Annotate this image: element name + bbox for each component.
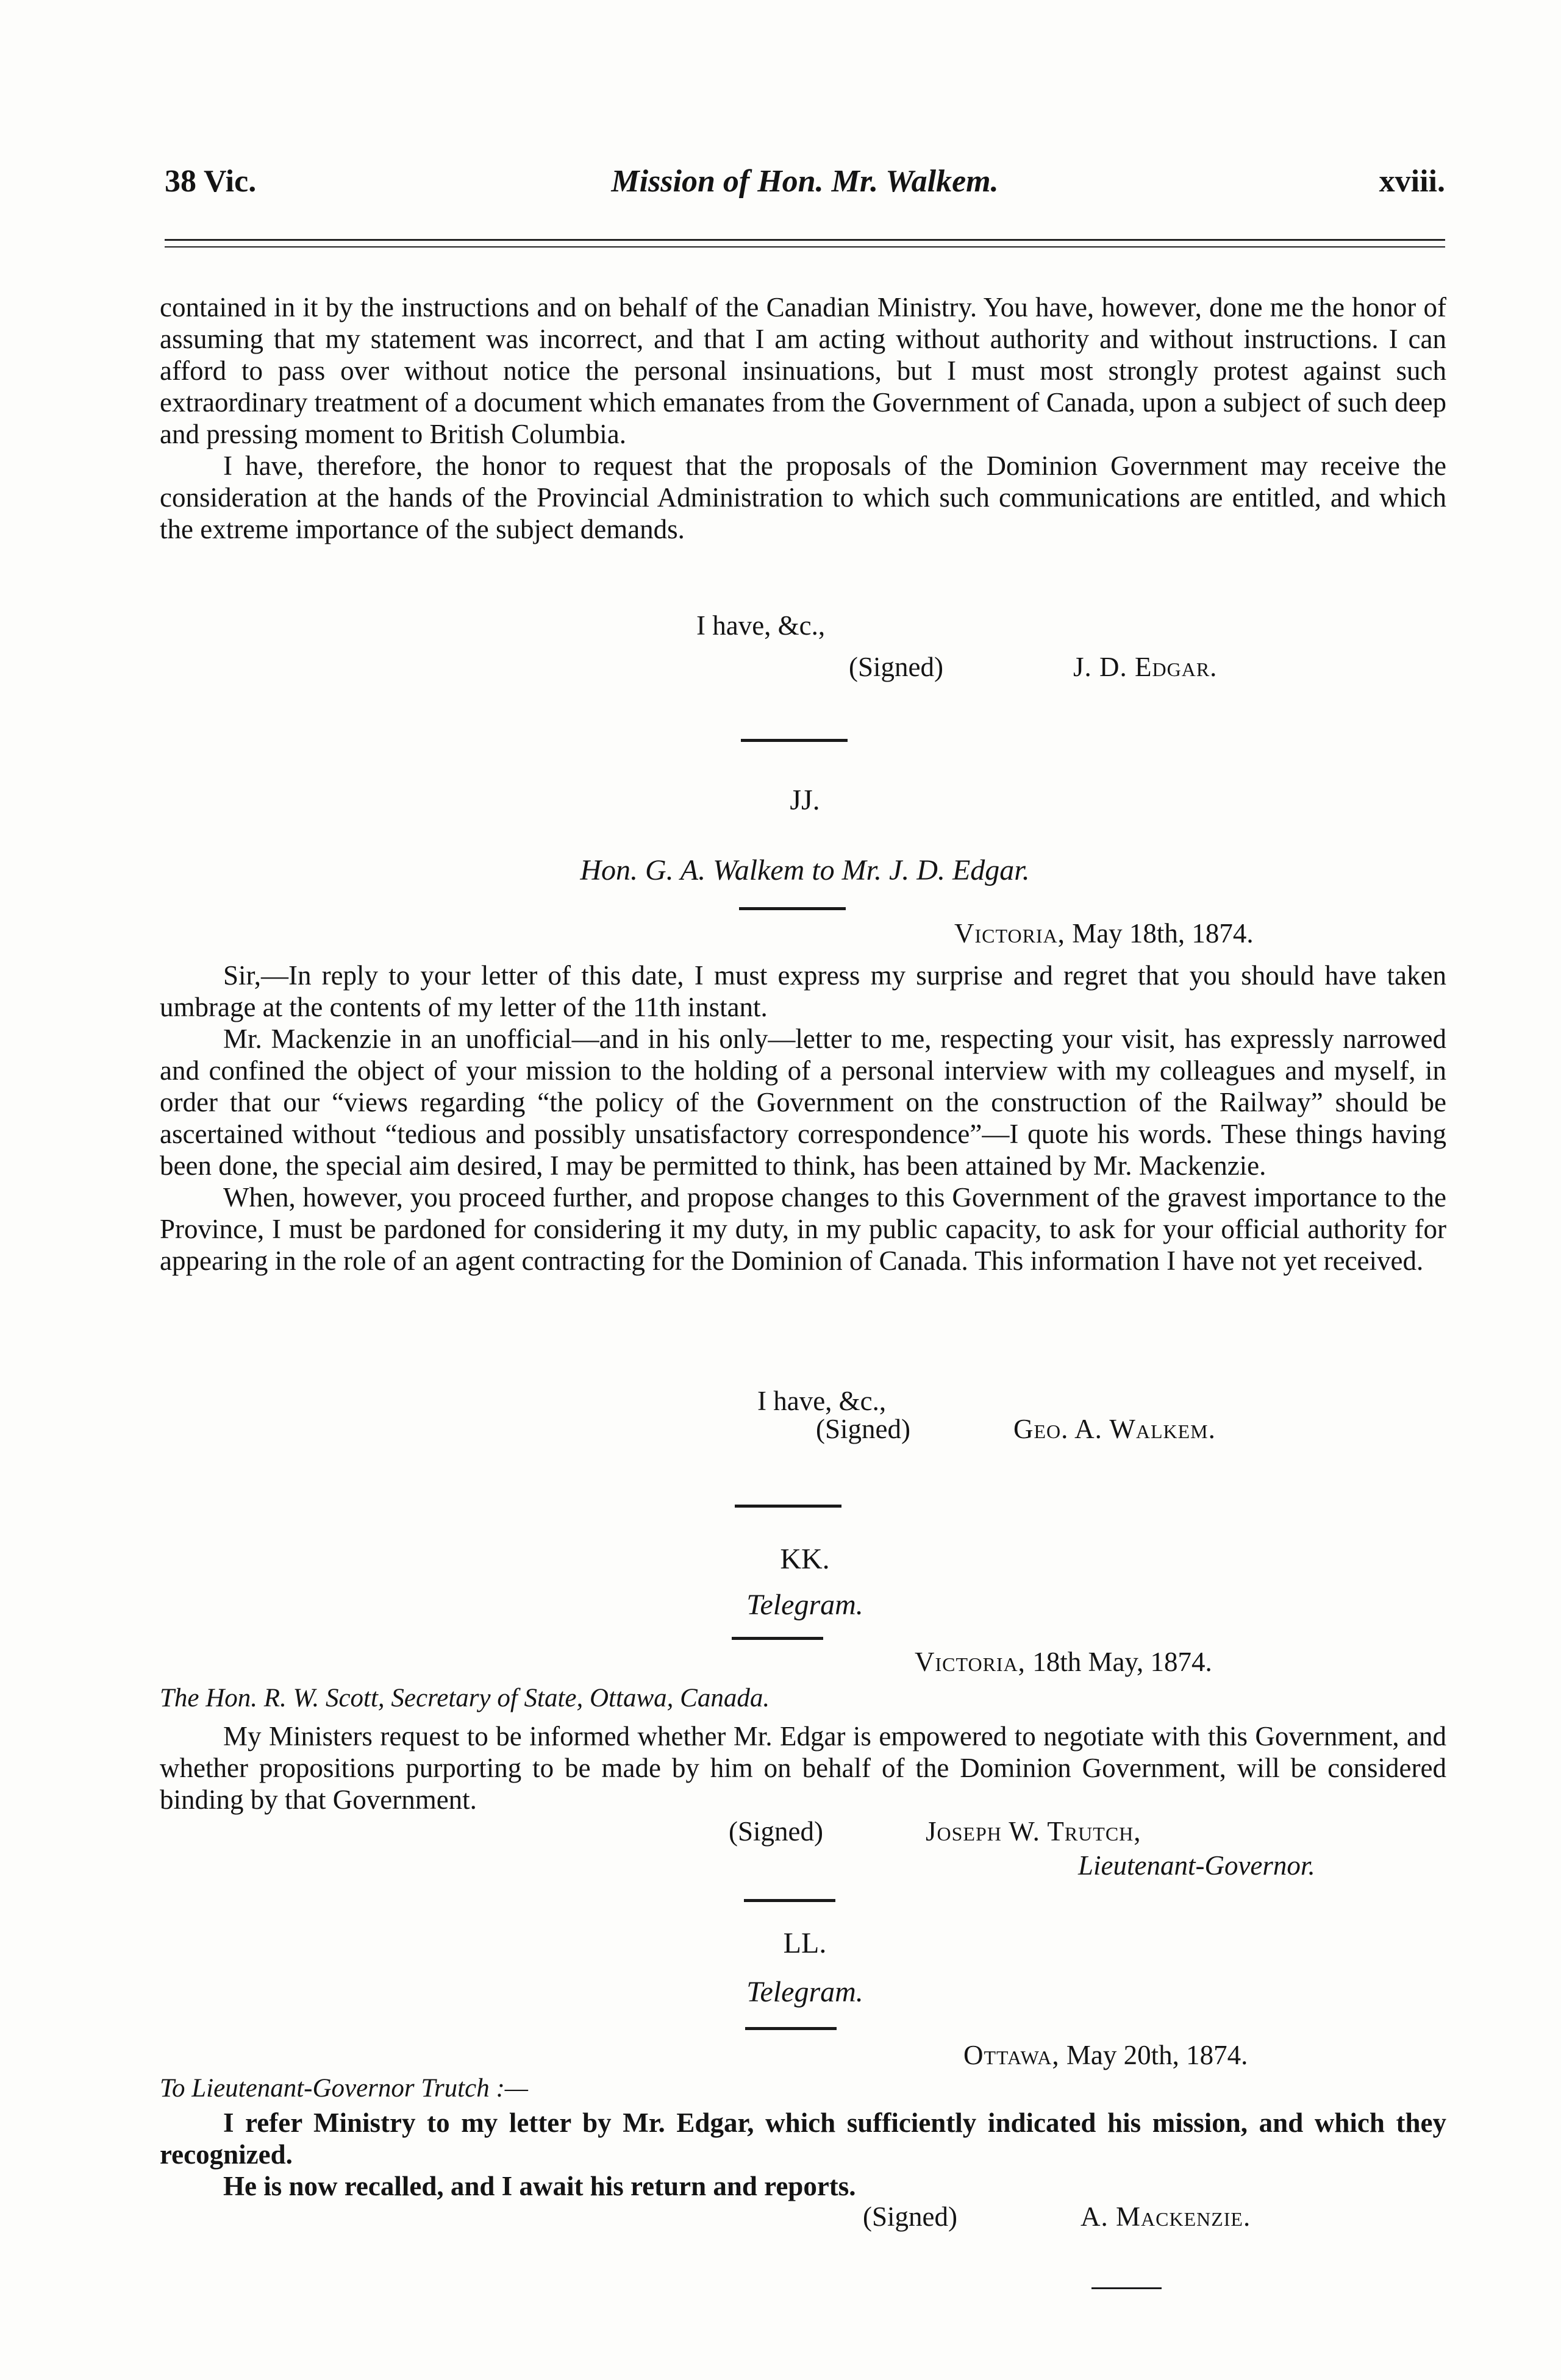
section-jj-body [160,960,1446,1277]
title-divider [745,2027,837,2030]
addressee: To Lieutenant-Governor Trutch :— [160,2074,529,2103]
header-rule [165,239,1445,241]
title-divider [739,907,846,910]
page-number: xviii. [1379,164,1445,199]
dateline [963,2039,1248,2071]
section-ll-body [160,2107,1446,2202]
dateline [915,1646,1212,1678]
signatory: J. D. Edgar. [1073,652,1218,682]
running-head-session: 38 Vic. [165,164,257,199]
signed-label: (Signed) [849,652,943,682]
section-kk-body [160,1720,1446,1815]
addressee: The Hon. R. W. Scott, Secretary of State, Ottawa, Canada. [160,1684,770,1712]
section-letter: JJ. [790,784,820,816]
running-head-title: Mission of Hon. Mr. Walkem. [611,164,999,199]
header-rule-secondary [165,246,1445,248]
dateline-date: May 18th, 1874. [1072,918,1254,949]
section-title: Telegram. [746,1589,863,1621]
closing: I have, &c., [757,1386,887,1416]
paragraph: I have, therefore, the honor to request that the proposals of the Dominion Government may receive the consideration at the hands of the Provincial Administration to which such communications are entitled, and which the extreme importance of the subject demands. [160,451,1446,544]
signatory: Joseph W. Trutch, [926,1816,1141,1847]
section-title: Telegram. [746,1976,863,2008]
signed-label: (Signed) [863,2201,957,2232]
dateline-date: 18th May, 1874. [1032,1647,1212,1677]
section-ii-body [160,291,1446,545]
section-divider [744,1899,835,1902]
signatory-title: Lieutenant-Governor. [1078,1850,1315,1881]
dateline [954,917,1254,949]
paragraph: My Ministers request to be informed whether Mr. Edgar is empowered to negotiate with this Government, and whether propositions purporting to be made by him on behalf of the Dominion Government, will be considered binding by that Government. [160,1721,1446,1815]
title-divider [732,1637,823,1640]
paragraph: Mr. Mackenzie in an unofficial—and in his only—letter to me, respecting your visit, has expressly narrowed and confined the object of your mission to the holding of a personal interview with my colleagues and myself, in order that our “views regarding “the policy of the Government on the construction of the Railway” should be ascertained without “tedious and possibly unsatisfactory correspondence”—I quote his words. These things having been done, the special aim desired, I may be permitted to think, has been attained by Mr. Mackenzie. [160,1024,1446,1181]
section-divider [741,739,848,742]
dateline-place: Ottawa, [963,2040,1060,2070]
section-letter: LL. [783,1927,827,1959]
section-title: Hon. G. A. Walkem to Mr. J. D. Edgar. [580,854,1030,886]
dateline-place: Victoria, [954,918,1065,949]
paragraph: contained in it by the instructions and on behalf of the Canadian Ministry. You have, however, done me the honor of assuming that my statement was incorrect, and that I am acting without authority and without instructions. I can afford to pass over without notice the personal insinuations, but I must most strongly protest against such extraordinary treatment of a document which emanates from the Government of Canada, upon a subject of such deep and pressing moment to British Columbia. [160,292,1446,449]
paragraph: He is now recalled, and I await his return and reports. [223,2171,856,2201]
dateline-date: May 20th, 1874. [1066,2040,1248,2070]
signed-label: (Signed) [729,1816,823,1847]
closing: I have, &c., [696,610,826,641]
paragraph: I refer Ministry to my letter by Mr. Edgar, which sufficiently indicated his mission, and which they recognized. [160,2107,1446,2170]
running-head [165,163,1445,212]
signed-label: (Signed) [816,1414,910,1444]
section-letter: KK. [780,1543,830,1575]
dateline-place: Victoria, [915,1647,1026,1677]
paragraph: Sir,—In reply to your letter of this date, I must express my surprise and regret that you should have taken umbrage at the contents of my letter of the 11th instant. [160,960,1446,1022]
paragraph: When, however, you proceed further, and propose changes to this Government of the gravest importance to the Province, I must be pardoned for considering it my duty, in my public capacity, to ask for your official authority for appearing in the role of an agent contracting for the Dominion of Canada. This information I have not yet received. [160,1182,1446,1276]
signatory: Geo. A. Walkem. [1013,1414,1216,1444]
section-divider [735,1505,841,1508]
signatory: A. Mackenzie. [1081,2201,1251,2232]
end-rule [1091,2287,1162,2289]
